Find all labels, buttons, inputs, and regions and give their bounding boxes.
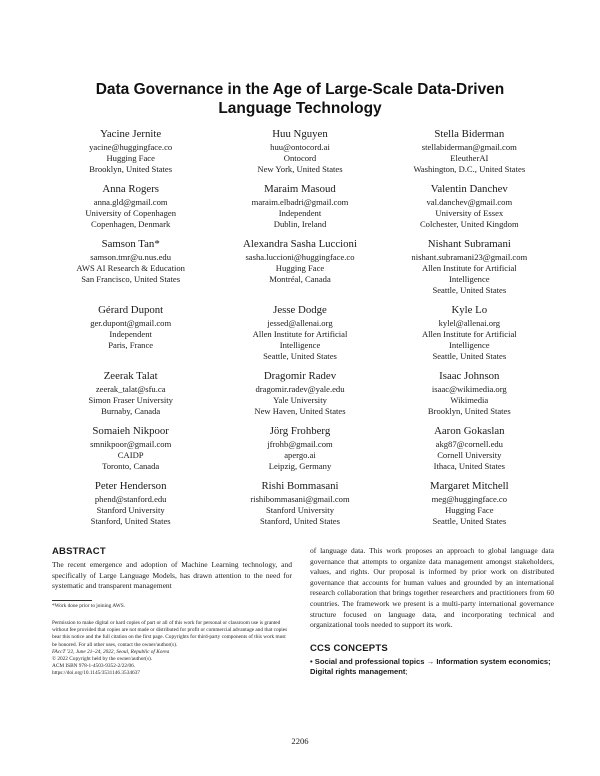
author-list bbox=[46, 128, 554, 527]
author-name: Aaron Gokaslan bbox=[434, 425, 505, 437]
venue: FAccT '22, June 21–24, 2022, Seoul, Republic of Korea bbox=[52, 648, 170, 655]
author-email: kylel@allenai.org bbox=[438, 318, 501, 328]
permission-block bbox=[52, 620, 292, 678]
author-location: Leipzig, Germany bbox=[268, 461, 332, 471]
author-location: Seattle, United States bbox=[432, 516, 507, 526]
author-affiliation: Hugging Face bbox=[106, 153, 155, 163]
author-name: Huu Nguyen bbox=[272, 128, 328, 140]
abstract-heading: ABSTRACT bbox=[52, 546, 106, 557]
author-affiliation: Independent bbox=[278, 208, 322, 218]
author-email: smnikpoor@gmail.com bbox=[90, 439, 172, 449]
paper-title bbox=[40, 80, 560, 118]
title-line-1: Data Governance in the Age of Large-Scale Data-Driven bbox=[95, 81, 505, 98]
author-email: stellabiderman@gmail.com bbox=[421, 142, 517, 152]
author-affiliation: AWS AI Research & Education bbox=[76, 263, 185, 273]
author-name: Alexandra Sasha Luccioni bbox=[243, 238, 357, 250]
author-affiliation: Simon Fraser University bbox=[88, 395, 173, 405]
ccs-arrow: → bbox=[424, 656, 437, 666]
author-affiliation: Hugging Face bbox=[445, 505, 494, 515]
author-location: Brooklyn, United States bbox=[427, 406, 511, 416]
author-block bbox=[385, 425, 554, 472]
ccs-heading: CCS CONCEPTS bbox=[310, 642, 388, 654]
author-block bbox=[215, 425, 384, 472]
author-name: Maraim Masoud bbox=[264, 183, 336, 195]
author-block bbox=[46, 425, 215, 472]
author-name: Zeerak Talat bbox=[103, 370, 158, 382]
author-affiliation: University of Copenhagen bbox=[85, 208, 177, 218]
author-affiliation: Allen Institute for Artificial bbox=[252, 329, 348, 339]
author-location: Dublin, Ireland bbox=[273, 219, 327, 229]
abstract-text-right: of language data. This work proposes an approach to global language data governance that attempts to organize data management amongst stakeholders, values, and rights. Our proposal is informed by prior work on distributed governance that accounts for human values and grounded by an international research collaboration that brings together researchers and practitioners from 60 countries. The framework we present is a multi-party international governance structure focused on language data, and incorporating technical and organizational tools needed to support its work. bbox=[310, 546, 554, 630]
author-block bbox=[46, 183, 215, 230]
author-name: Kyle Lo bbox=[451, 304, 488, 316]
author-affiliation: Ontocord bbox=[283, 153, 317, 163]
abstract-text-left: The recent emergence and adoption of Machine Learning technology, and specifically of Large Language Models, has drawn attention to the need for systematic and transparent management bbox=[52, 560, 292, 591]
author-location: Copenhagen, Denmark bbox=[91, 219, 171, 229]
ccs-term-2: Information system economics; Digital rights management bbox=[310, 656, 551, 677]
author-affiliation: Hugging Face bbox=[275, 263, 325, 273]
author-email: val.danchev@gmail.com bbox=[426, 197, 513, 207]
author-affiliation: Wikimedia bbox=[450, 395, 489, 405]
author-affiliation: CAIDP bbox=[117, 450, 144, 460]
footnote: *Work done prior to joining AWS. bbox=[52, 602, 126, 609]
author-location: Washington, D.C., United States bbox=[413, 164, 526, 174]
author-name: Gérard Dupont bbox=[98, 304, 164, 316]
author-block bbox=[46, 304, 215, 362]
author-block bbox=[215, 183, 384, 230]
title-line-2: Language Technology bbox=[218, 100, 382, 117]
author-location: Colchester, United Kingdom bbox=[419, 219, 519, 229]
author-location: Seattle, United States bbox=[432, 285, 507, 295]
author-block bbox=[215, 304, 384, 362]
author-email: jessed@allenai.org bbox=[267, 318, 333, 328]
author-name: Somaieh Nikpoor bbox=[92, 425, 169, 437]
author-block bbox=[385, 370, 554, 417]
author-location: Ithaca, United States bbox=[433, 461, 505, 471]
author-location: New Haven, United States bbox=[254, 406, 346, 416]
author-location: Stanford, United States bbox=[260, 516, 340, 526]
author-name: Valentin Danchev bbox=[430, 183, 508, 195]
permission-text: Permission to make digital or hard copies of part or all of this work for personal or classroom use is granted without fee provided that copies are not made or distributed for profit or commercial advantage and that copies bear this notice and the full citation on the first page. Copyrights for third-party components of this work must be honored. For all other uses, contact the owner/author(s). bbox=[52, 619, 288, 648]
author-location: Burnaby, Canada bbox=[101, 406, 161, 416]
author-name: Stella Biderman bbox=[434, 128, 505, 140]
ccs-end: ; bbox=[405, 667, 408, 677]
author-location: Stanford, United States bbox=[90, 516, 171, 526]
author-affiliation: University of Essex bbox=[435, 208, 504, 218]
author-name: Jesse Dodge bbox=[273, 304, 327, 316]
author-name: Jörg Frohberg bbox=[269, 425, 331, 437]
author-name: Dragomir Radev bbox=[263, 370, 337, 382]
author-location: San Francisco, United States bbox=[81, 274, 181, 284]
author-affiliation: Stanford University bbox=[96, 505, 165, 515]
author-affiliation-2: Intelligence bbox=[279, 340, 321, 350]
author-email: zeerak_talat@sfu.ca bbox=[95, 384, 166, 394]
author-affiliation: Yale University bbox=[273, 395, 327, 405]
author-block bbox=[215, 238, 384, 296]
author-location: Seattle, United States bbox=[432, 351, 507, 361]
author-email: maraim.elbadri@gmail.com bbox=[251, 197, 349, 207]
page-number: 2206 bbox=[291, 736, 309, 746]
footnote-rule bbox=[52, 600, 92, 601]
author-email: rishibommasani@gmail.com bbox=[250, 494, 350, 504]
author-email: meg@huggingface.co bbox=[431, 494, 508, 504]
author-affiliation: Cornell University bbox=[437, 450, 502, 460]
author-location: Seattle, United States bbox=[263, 351, 337, 361]
author-email: akg87@cornell.edu bbox=[435, 439, 503, 449]
author-block bbox=[46, 370, 215, 417]
author-email: phend@stanford.edu bbox=[94, 494, 167, 504]
author-name: Anna Rogers bbox=[102, 183, 159, 195]
author-affiliation-2: Intelligence bbox=[449, 274, 490, 284]
author-location: Toronto, Canada bbox=[102, 461, 160, 471]
author-email: anna.gld@gmail.com bbox=[93, 197, 168, 207]
author-email: dragomir.radev@yale.edu bbox=[255, 384, 345, 394]
author-name: Margaret Mitchell bbox=[429, 480, 509, 492]
author-name: Samson Tan* bbox=[101, 238, 160, 250]
author-block bbox=[385, 304, 554, 362]
author-block bbox=[215, 480, 384, 527]
doi-link[interactable]: https://doi.org/10.1145/3531146.3534637 bbox=[52, 670, 140, 677]
author-affiliation: Independent bbox=[109, 329, 152, 339]
author-block bbox=[215, 128, 384, 175]
author-email: yacine@huggingface.co bbox=[89, 142, 173, 152]
author-affiliation: Allen Institute for Artificial bbox=[421, 263, 517, 273]
author-block bbox=[385, 128, 554, 175]
author-name: Isaac Johnson bbox=[439, 370, 500, 382]
author-email: jfrohb@gmail.com bbox=[267, 439, 333, 449]
author-email: samson.tmr@u.nus.edu bbox=[90, 252, 172, 262]
right-column bbox=[310, 546, 554, 678]
left-column bbox=[52, 546, 292, 678]
copyright: © 2022 Copyright held by the owner/author(s). bbox=[52, 656, 153, 662]
author-block bbox=[46, 480, 215, 527]
ccs-concepts bbox=[310, 657, 554, 678]
author-email: sasha.luccioni@huggingface.co bbox=[245, 252, 355, 262]
author-location: Montréal, Canada bbox=[269, 274, 331, 284]
author-name: Rishi Bommasani bbox=[261, 480, 339, 492]
author-block bbox=[385, 480, 554, 527]
author-block bbox=[385, 238, 554, 296]
author-name: Nishant Subramani bbox=[427, 238, 511, 250]
author-affiliation: Allen Institute for Artificial bbox=[421, 329, 517, 339]
author-block bbox=[46, 238, 215, 296]
author-affiliation-2: Intelligence bbox=[449, 340, 490, 350]
author-location: Brooklyn, United States bbox=[89, 164, 173, 174]
author-block bbox=[385, 183, 554, 230]
author-email: huu@ontocord.ai bbox=[270, 142, 330, 152]
author-affiliation: apergo.ai bbox=[284, 450, 316, 460]
author-email: ger.dupont@gmail.com bbox=[90, 318, 172, 328]
isbn: ACM ISBN 978-1-4503-9352-2/22/06. bbox=[52, 663, 136, 670]
author-email: isaac@wikimedia.org bbox=[431, 384, 507, 394]
author-block bbox=[215, 370, 384, 417]
author-email: nishant.subramani23@gmail.com bbox=[411, 252, 528, 262]
author-affiliation: Stanford University bbox=[265, 505, 334, 515]
author-name: Peter Henderson bbox=[94, 480, 167, 492]
author-location: New York, United States bbox=[257, 164, 343, 174]
author-block bbox=[46, 128, 215, 175]
ccs-term-1: • Social and professional topics bbox=[310, 656, 425, 666]
author-location: Paris, France bbox=[108, 340, 154, 350]
author-name: Yacine Jernite bbox=[100, 128, 162, 140]
author-affiliation: EleutherAI bbox=[450, 153, 489, 163]
